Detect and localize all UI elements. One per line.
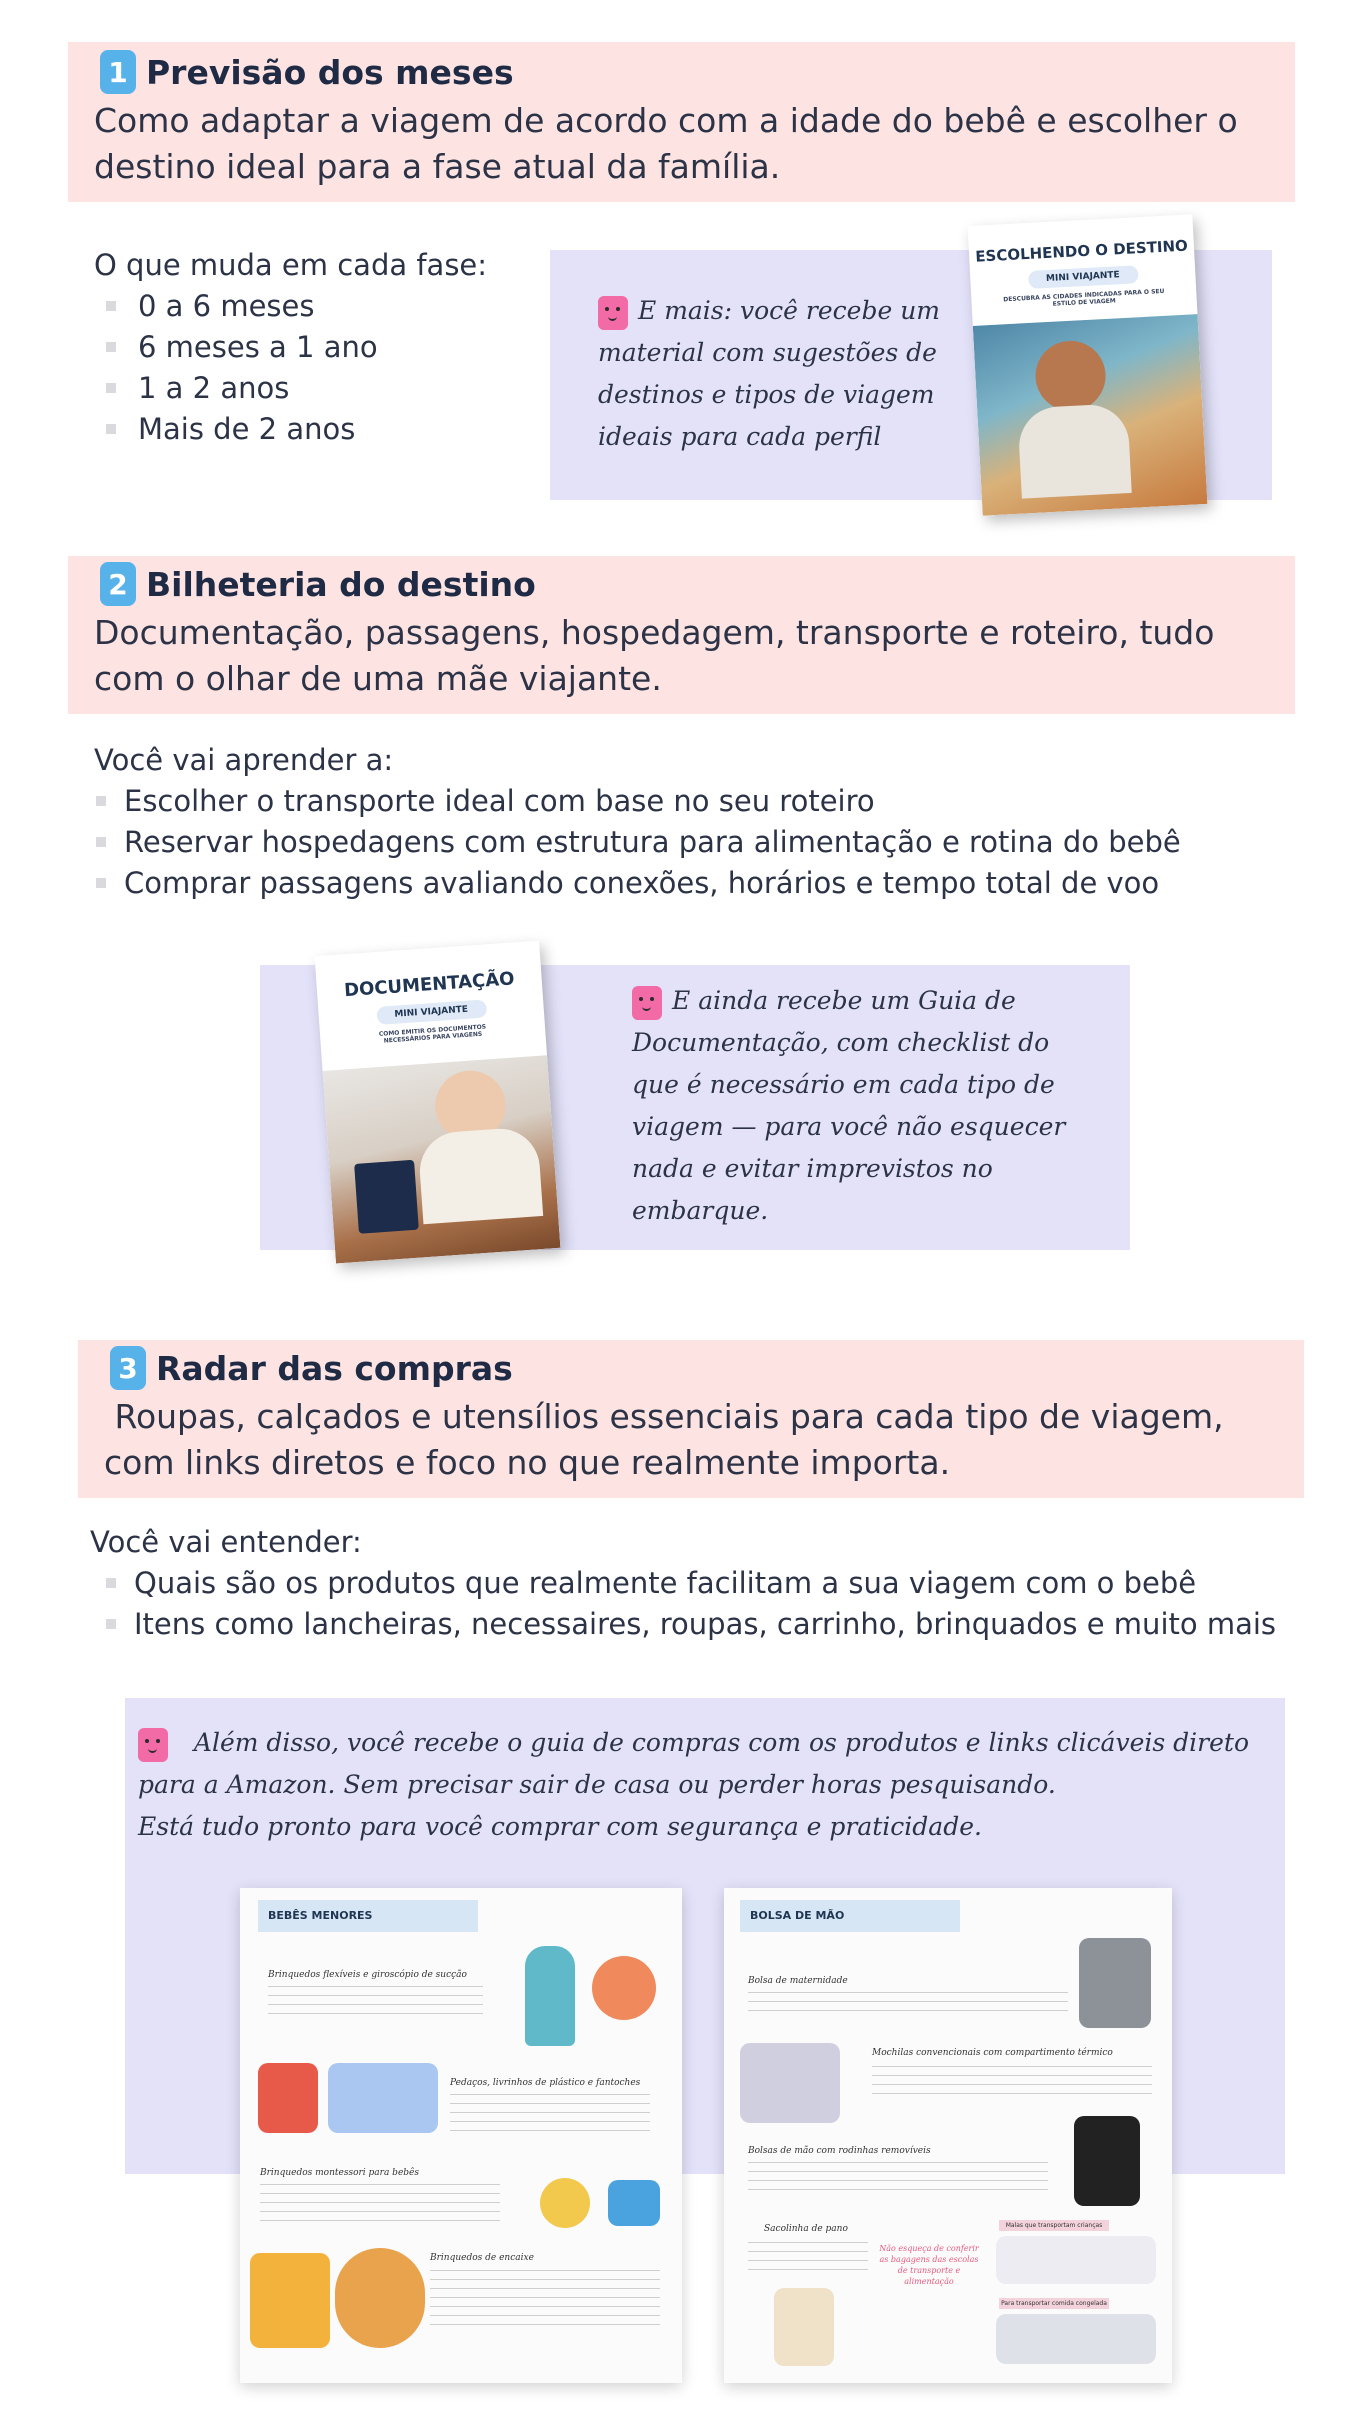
guide-topic: Brinquedos flexíveis e giroscópio de sucção (268, 1970, 467, 1980)
list-item: Mais de 2 anos (98, 409, 378, 450)
guide-page-header: BEBÊS MENORES (258, 1900, 478, 1932)
section1-title (100, 50, 514, 94)
section2-ebook-cover (315, 941, 561, 1264)
section1-title-text: Previsão dos meses (146, 52, 514, 92)
list-item: 6 meses a 1 ano (98, 327, 378, 368)
guide-paragraph (268, 1986, 483, 2022)
ebook-photo (973, 314, 1208, 516)
section3-understand-list (104, 1563, 1276, 1645)
section1-number-badge: 1 (100, 50, 136, 94)
guide-paragraph (450, 2094, 650, 2138)
guide-topic: Mochilas convencionais com compartimento térmico (872, 2048, 1113, 2058)
guide-tag: Malas que transportam crianças (999, 2220, 1109, 2231)
guide-page-handbag (724, 1888, 1172, 2383)
guide-topic: Sacolinha de pano (764, 2224, 848, 2234)
diaper-bag-image (1079, 1938, 1151, 2028)
section1-phase-list (98, 286, 378, 450)
section3-list-heading: Você vai entender: (90, 1525, 362, 1559)
guide-note: Não esqueça de conferir as bagagens das escolas de transporte e alimentação (879, 2244, 979, 2286)
guide-topic: Brinquedos de encaixe (430, 2253, 534, 2263)
section1-list-heading: O que muda em cada fase: (94, 248, 488, 282)
guide-page-babies (240, 1888, 682, 2383)
guide-tag: Para transportar comida congelada (999, 2298, 1109, 2309)
guide-topic: Bolsa de maternidade (748, 1976, 848, 1986)
section3-title (110, 1346, 513, 1390)
activity-toy-image (540, 2178, 590, 2228)
ebook-title: ESCOLHENDO O DESTINO (974, 236, 1189, 266)
section3-title-text: Radar das compras (156, 1348, 513, 1388)
list-item: 1 a 2 anos (98, 368, 378, 409)
section3-subtitle: Roupas, calçados e utensílios essenciais para cada tipo de viagem, com links diretos e foco no que realmente importa. (104, 1397, 1235, 1482)
tote-bag-image (774, 2288, 834, 2366)
stacking-toy-image (250, 2253, 330, 2348)
guide-topic: Pedaços, livrinhos de plástico e fantoches (450, 2078, 641, 2088)
smiley-icon (598, 296, 628, 330)
guide-paragraph (748, 2242, 868, 2272)
section2-learn-list (94, 781, 1181, 904)
section2-list-heading: Você vai aprender a: (94, 743, 394, 777)
ebook-badge: MINI VIAJANTE (1027, 265, 1138, 289)
guide-topic: Bolsas de mão com rodinhas removíveis (748, 2146, 931, 2156)
list-item: Escolher o transporte ideal com base no seu roteiro (94, 781, 1181, 822)
section2-number-badge: 2 (100, 562, 136, 606)
guide-page-header: BOLSA DE MÃO (740, 1900, 960, 1932)
rolling-bag-image (1074, 2116, 1140, 2206)
giraffe-toy-image (525, 1946, 575, 2046)
toy-figures-image (328, 2063, 438, 2133)
list-item: Quais são os produtos que realmente facilitam a sua viagem com o bebê (104, 1563, 1276, 1604)
backpack-image (740, 2043, 840, 2123)
section1-bonus-text: E mais: você recebe um material com sugestões de destinos e tipos de viagem ideais para cada perfil (598, 296, 941, 451)
ebook-photo (323, 1055, 561, 1263)
section2-title-text: Bilheteria do destino (146, 564, 536, 604)
cooler-bags-image (996, 2314, 1156, 2364)
guide-topic: Brinquedos montessori para bebês (260, 2168, 419, 2178)
section2-subtitle: Documentação, passagens, hospedagem, transporte e roteiro, tudo com o olhar de uma mãe viajante. (94, 613, 1215, 698)
guide-paragraph (430, 2270, 660, 2326)
ebook-caption: COMO EMITIR OS DOCUMENTOS NECESSÁRIOS PARA VIAGENS (378, 1023, 487, 1045)
spinner-toy-image (592, 1956, 656, 2020)
list-item: Itens como lancheiras, necessaires, roupas, carrinho, brinquados e muito mais (104, 1604, 1276, 1645)
toy-house-image (258, 2063, 318, 2133)
section3-number-badge: 3 (110, 1346, 146, 1390)
section1-ebook-cover (968, 214, 1208, 515)
section3-bonus-text: Além disso, você recebe o guia de compras com os produtos e links clicáveis direto para a Amazon. Sem precisar sair de casa ou perder horas pesquisando. Está tudo pronto para você comprar com segurança e praticidade. (138, 1728, 1257, 1841)
guide-paragraph (872, 2066, 1152, 2096)
section1-subtitle: Como adaptar a viagem de acordo com a idade do bebê e escolher o destino ideal para a fase atual da família. (94, 101, 1238, 186)
guide-paragraph (748, 2162, 1048, 2192)
ebook-caption: DESCUBRA AS CIDADES INDICADAS PARA O SEU ESTILO DE VIAGEM (1003, 287, 1165, 308)
car-toy-image (608, 2180, 660, 2226)
ebook-title: DOCUMENTAÇÃO (343, 968, 516, 1002)
ebook-badge: MINI VIAJANTE (376, 999, 487, 1025)
smiley-icon (138, 1728, 168, 1762)
kids-luggage-image (996, 2236, 1156, 2284)
section2-title (100, 562, 536, 606)
section2-bonus-text: E ainda recebe um Guia de Documentação, com checklist do que é necessário em cada tipo de viagem — para você não esquecer nada e evitar imprevistos no embarque. (632, 986, 1066, 1225)
lion-toy-image (335, 2248, 425, 2348)
smiley-icon (632, 986, 662, 1020)
guide-paragraph (748, 1992, 1068, 2014)
list-item: Reservar hospedagens com estrutura para alimentação e rotina do bebê (94, 822, 1181, 863)
list-item: 0 a 6 meses (98, 286, 378, 327)
guide-paragraph (260, 2184, 500, 2228)
list-item: Comprar passagens avaliando conexões, horários e tempo total de voo (94, 863, 1181, 904)
